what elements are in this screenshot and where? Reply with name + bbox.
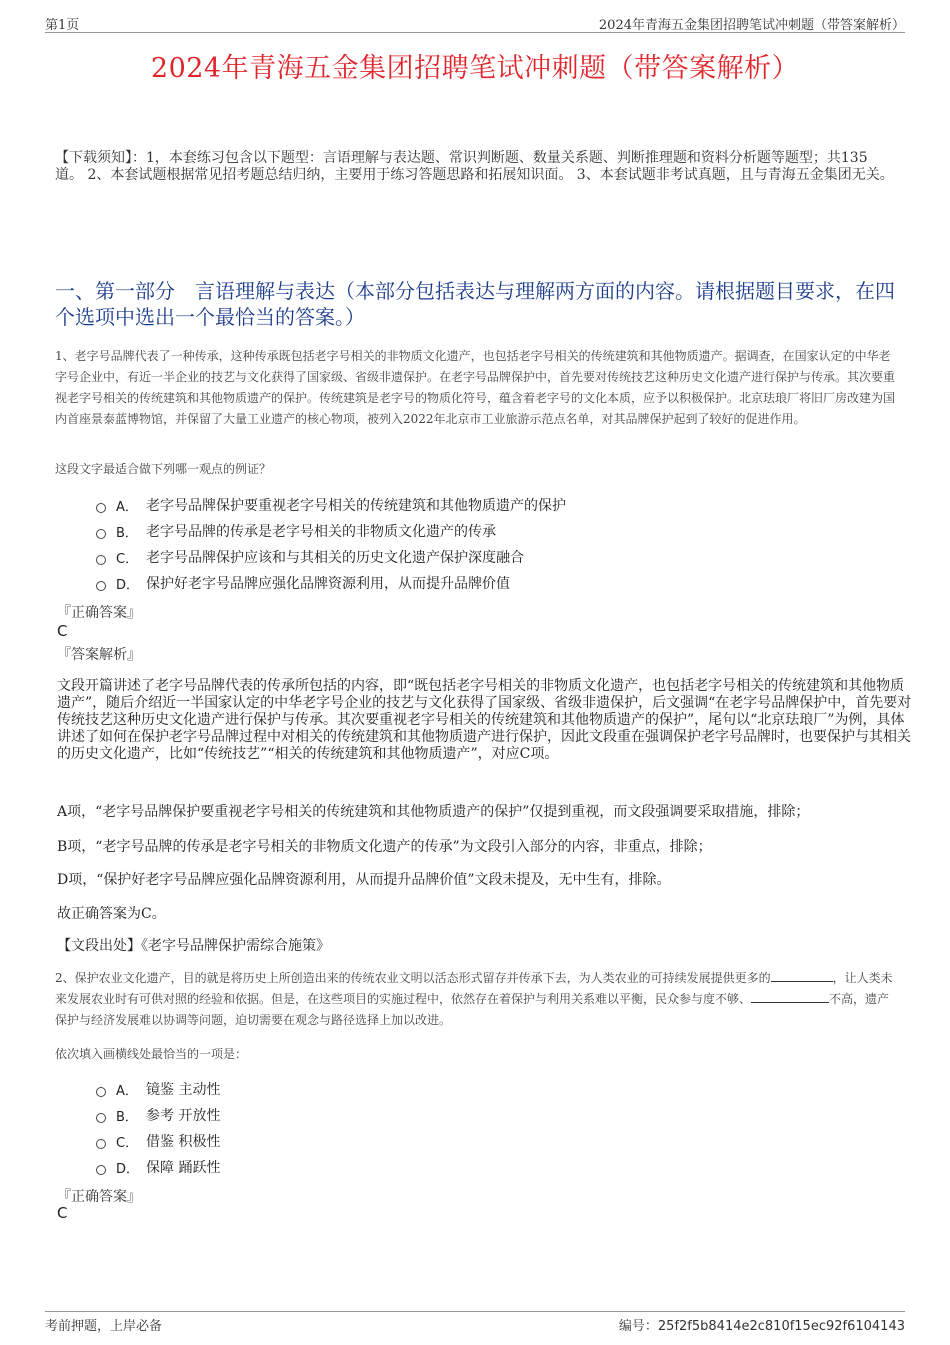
- footer-divider: [45, 1311, 905, 1312]
- analysis-option-d: D项，“保护好老字号品牌应强化品牌资源利用，从而提升品牌价值”文段未提及，无中生有，排除。: [57, 872, 671, 888]
- download-notice: 【下载须知】：1，本套练习包含以下题型：言语理解与表达题、常识判断题、数量关系题、判断推理题和资料分析题等题型；共135道。 2、本套试题根据常见招考题总结归纳，主要用于练习答题思路和拓展知识面。 3、本套试题非考试真题，且与青海五金集团无关。: [55, 150, 894, 183]
- analysis-label: 『答案解析』: [57, 647, 141, 663]
- answer-label: 『正确答案』: [57, 605, 141, 621]
- section-heading: 一、第一部分 言语理解与表达（本部分包括表达与理解两方面的内容。请根据题目要求，在四个选项中选出一个最恰当的答案。）: [55, 279, 895, 329]
- question-1-prompt: 这段文字最适合做下列哪一观点的例证？: [55, 462, 272, 476]
- footer-slogan: 考前押题，上岸必备: [45, 1319, 163, 1334]
- analysis-option-b: B项，“老字号品牌的传承是老字号相关的非物质文化遗产的传承”为文段引入部分的内容，非重点，排除；: [57, 839, 712, 855]
- option-text: 老字号品牌保护应该和与其相关的历史文化遗产保护深度融合: [146, 550, 524, 566]
- page-title: 2024年青海五金集团招聘笔试冲刺题（带答案解析）: [150, 53, 800, 84]
- footer-code: 编号：25f2f5b8414e2c810f15ec92f6104143: [618, 1319, 905, 1334]
- question-1-stem: 1、老字号品牌代表了一种传承，这种传承既包括老字号相关的非物质文化遗产，也包括老字号相关的传统建筑和其他物质遗产。据调查，在国家认定的中华老字号企业中，有近一半企业的技艺与文化获得了国家级、省级非遗保护。在老字号品牌保护中，首先要对传统技艺这种历史文化遗产进行保护与传承。其次要重视老字号相关的传统建筑和其他物质遗产的保护。传统建筑是老字号的物质化符号，蕴含着老字号的文化本质，应予以积极保护。北京珐琅厂将旧厂房改建为国内首座景泰蓝博物馆，并保留了大量工业遗产的核心物项，被列入2022年北京市工业旅游示范点名单，对其品牌保护起到了较好的促进作用。: [55, 349, 896, 426]
- option-text: 老字号品牌的传承是老字号相关的非物质文化遗产的传承: [146, 524, 496, 540]
- question-1-options: [96, 492, 566, 596]
- source-citation: 【文段出处】《老字号品牌保护需综合施策》: [57, 938, 330, 954]
- answer-value: C: [57, 1204, 68, 1222]
- option-b[interactable]: B． 参考 开放性: [96, 1102, 220, 1128]
- option-c[interactable]: C． 借鉴 积极性: [96, 1128, 220, 1154]
- answer-value: C: [57, 622, 68, 640]
- option-text: 老字号品牌保护要重视老字号相关的传统建筑和其他物质遗产的保护: [146, 498, 566, 514]
- radio-icon[interactable]: [96, 529, 106, 539]
- question-2-stem: 2、保护农业文化遗产，目的就是将历史上所创造出来的传统农业文明以活态形式留存并传承下去，为人类农业的可持续发展提供更多的 ，让人类未来发展农业时有可供对照的经验和依据。但是，在这些项目的实施过程中，依然存在着保护与利用关系难以平衡，民众参与度不够、 不高，遗产保护与经济发展难以协调等问题，迫切需要在观念与路径选择上加以改进。: [55, 971, 893, 1027]
- option-text: 借鉴 积极性: [146, 1134, 221, 1150]
- fill-blank-1[interactable]: [771, 969, 833, 982]
- answer-label: 『正确答案』: [57, 1189, 141, 1205]
- header-divider: [45, 32, 905, 33]
- option-text: 保障 踊跃性: [146, 1160, 221, 1176]
- option-text: 保护好老字号品牌应强化品牌资源利用，从而提升品牌价值: [146, 576, 510, 592]
- radio-icon[interactable]: [96, 1087, 106, 1097]
- header-doc-title: 2024年青海五金集团招聘笔试冲刺题（带答案解析）: [598, 18, 905, 33]
- analysis-text: 文段开篇讲述了老字号品牌代表的传承所包括的内容，即“既包括老字号相关的非物质文化遗产，也包括老字号相关的传统建筑和其他物质遗产”，随后介绍近一半国家认定的中华老字号企业的技艺与文化获得了国家级、省级非遗保护，后文强调“在老字号品牌保护中，首先要对传统技艺这种历史文化遗产进行保护与传承。其次要重视老字号相关的传统建筑和其他物质遗产的保护”，尾句以“北京珐琅厂”为例，具体讲述了如何在保护老字号品牌过程中对相关的传统建筑和其他物质遗产进行保护，因此文段重在强调保护老字号品牌时，也要保护与其相关的历史文化遗产，比如“传统技艺”“相关的传统建筑和其他物质遗产”，对应C项。: [57, 678, 912, 762]
- radio-icon[interactable]: [96, 1113, 106, 1123]
- option-text: 镜鉴 主动性: [146, 1082, 221, 1098]
- option-a[interactable]: A． 镜鉴 主动性: [96, 1076, 220, 1102]
- radio-icon[interactable]: [96, 1165, 106, 1175]
- radio-icon[interactable]: [96, 503, 106, 513]
- option-c[interactable]: C． 老字号品牌保护应该和与其相关的历史文化遗产保护深度融合: [96, 544, 566, 570]
- question-2-prompt: 依次填入画横线处最恰当的一项是：: [55, 1047, 248, 1061]
- option-b[interactable]: B． 老字号品牌的传承是老字号相关的非物质文化遗产的传承: [96, 518, 566, 544]
- option-text: 参考 开放性: [146, 1108, 221, 1124]
- question-2-options: [96, 1076, 220, 1180]
- option-d[interactable]: D． 保障 踊跃性: [96, 1154, 220, 1180]
- radio-icon[interactable]: [96, 1139, 106, 1149]
- option-d[interactable]: D． 保护好老字号品牌应强化品牌资源利用，从而提升品牌价值: [96, 570, 566, 596]
- fill-blank-2[interactable]: [751, 990, 829, 1003]
- radio-icon[interactable]: [96, 555, 106, 565]
- radio-icon[interactable]: [96, 581, 106, 591]
- analysis-conclusion: 故正确答案为C。: [57, 906, 166, 922]
- page-number: 第1页: [45, 18, 80, 33]
- analysis-option-a: A项，“老字号品牌保护要重视老字号相关的传统建筑和其他物质遗产的保护”仅提到重视，而文段强调要采取措施，排除；: [57, 804, 810, 820]
- option-a[interactable]: A． 老字号品牌保护要重视老字号相关的传统建筑和其他物质遗产的保护: [96, 492, 566, 518]
